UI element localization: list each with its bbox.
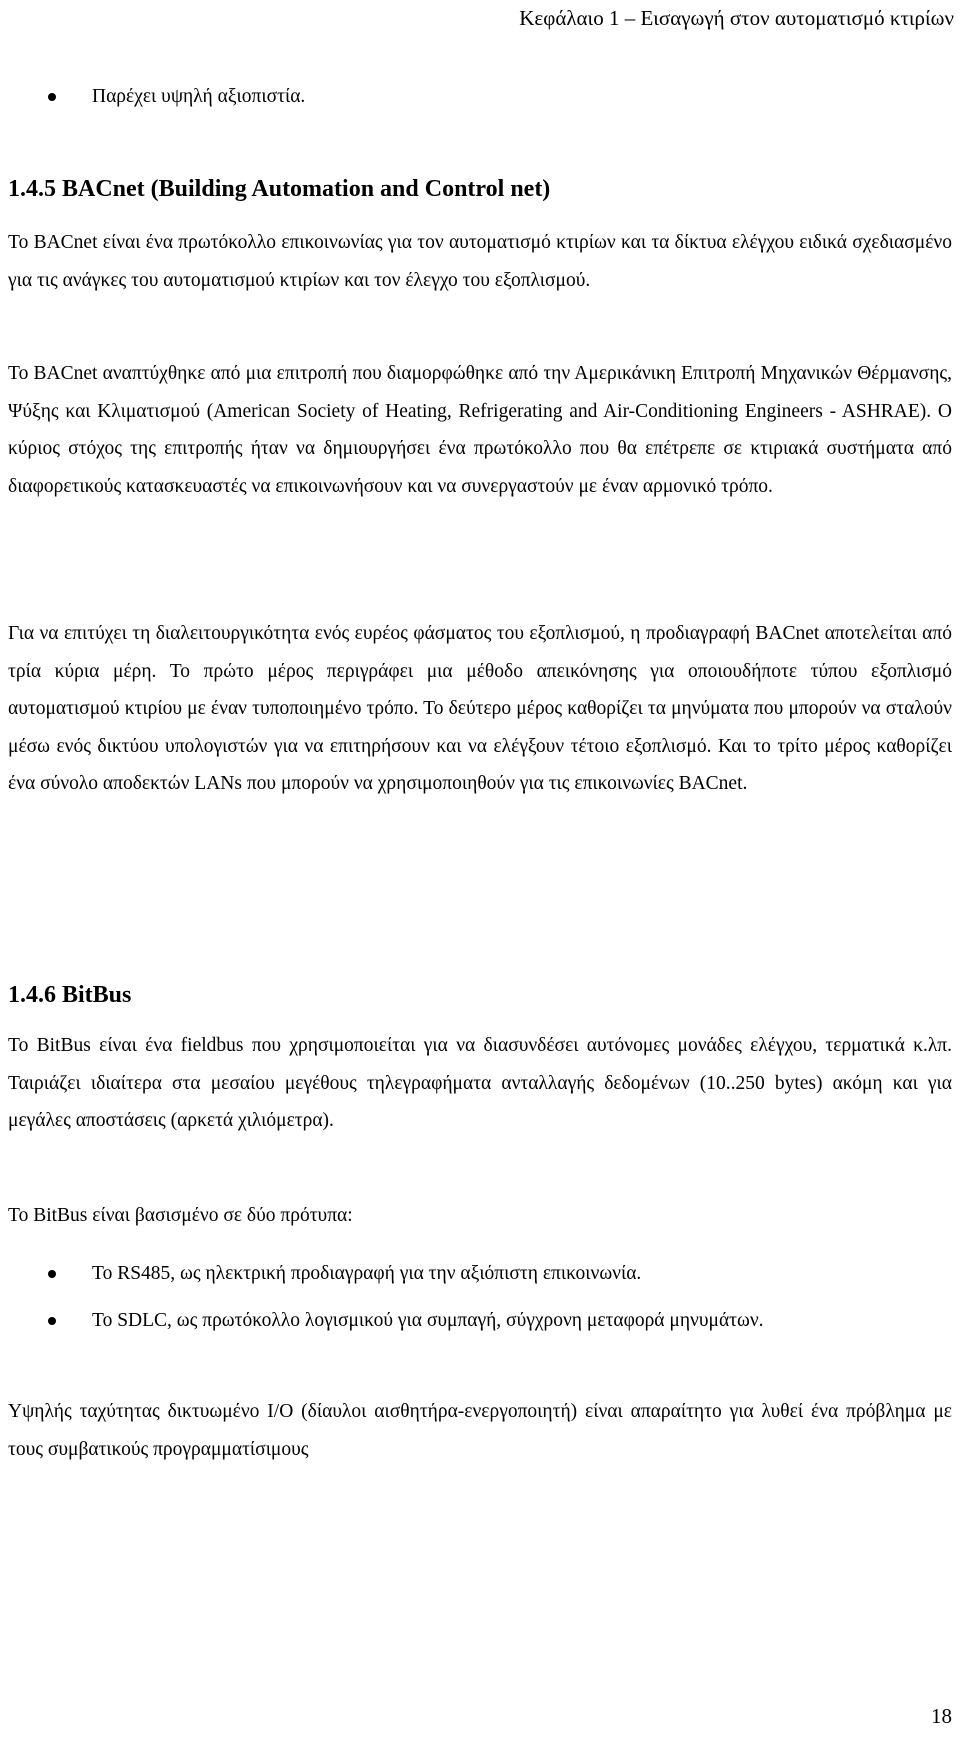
section-heading-bacnet: 1.4.5 BACnet (Building Automation and Control net) <box>8 176 551 202</box>
bullet-icon <box>48 1317 56 1325</box>
paragraph: Υψηλής ταχύτητας δικτυωμένο I/O (δίαυλοι αισθητήρα-ενεργοποιητή) είναι απαραίτητο για λυθεί ένα πρόβλημα με τους συμβατικούς προγραμματίσιμους <box>8 1401 952 1460</box>
page-number: 18 <box>931 1704 952 1728</box>
paragraph: Το BACnet αναπτύχθηκε από μια επιτροπή που διαμορφώθηκε από την Αμερικάνικη Επιτροπή Μηχανικών Θέρμανσης, Ψύξης και Κλιματισμού (American Society of Heating, Refrigerating and Air-Conditioning Engineers - ASHRAE). Ο κύριος στόχος της επιτροπής ήταν να δημιουργήσει ένα πρωτόκολλο που θα επέτρεπε σε κτιριακά συστήματα από διαφορετικούς κατασκευαστές να επικοινωνήσουν και να συνεργαστούν με έναν αρμονικό τρόπο. <box>8 363 952 497</box>
paragraph: Το BACnet είναι ένα πρωτόκολλο επικοινωνίας για τον αυτοματισμό κτιρίων και τα δίκτυα ελέγχου ειδικά σχεδιασμένο για τις ανάγκες του αυτοματισμού κτιρίων και τον έλεγχο του εξοπλισμού. <box>8 232 952 291</box>
bullet-icon <box>48 93 56 101</box>
bullet-text: Παρέχει υψηλή αξιοπιστία. <box>92 86 306 107</box>
section-heading-bitbus: 1.4.6 BitBus <box>8 982 132 1008</box>
bullet-icon <box>48 1270 56 1278</box>
bullet-text: Το SDLC, ως πρωτόκολλο λογισμικού για συμπαγή, σύγχρονη μεταφορά μηνυμάτων. <box>92 1310 764 1331</box>
paragraph: Για να επιτύχει τη διαλειτουργικότητα ενός ευρέος φάσματος του εξοπλισμού, η προδιαγραφή BACnet αποτελείται από τρία κύρια μέρη. Το πρώτο μέρος περιγράφει μια μέθοδο απεικόνησης για οποιουδήποτε τύπου εξοπλισμό αυτοματισμού κτιρίου με έναν τυποποιημένο τρόπο. Το δεύτερο μέρος καθορίζει τα μηνύματα που μπορούν να σταλούν μέσω ενός δικτύου υπολογιστών για να επιτηρήσουν και να ελέγξουν τέτοιο εξοπλισμό. Και το τρίτο μέρος καθορίζει ένα σύνολο αποδεκτών LANs που μπορούν να χρησιμοποιηθούν για τις επικοινωνίες BACnet. <box>8 623 952 795</box>
running-header: Κεφάλαιο 1 – Εισαγωγή στον αυτοματισμό κτιρίων <box>519 6 954 30</box>
paragraph: Το BitBus είναι βασισμένο σε δύο πρότυπα: <box>8 1205 353 1226</box>
paragraph: Το BitBus είναι ένα fieldbus που χρησιμοποιείται για να διασυνδέσει αυτόνομες μονάδες ελέγχου, τερματικά κ.λπ. Ταιριάζει ιδιαίτερα στα μεσαίου μεγέθους τηλεγραφήματα ανταλλαγής δεδομένων (10..250 bytes) ακόμη και για μεγάλες αποστάσεις (αρκετά χιλιόμετρα). <box>8 1035 952 1132</box>
bullet-text: Το RS485, ως ηλεκτρική προδιαγραφή για την αξιόπιστη επικοινωνία. <box>92 1263 642 1284</box>
